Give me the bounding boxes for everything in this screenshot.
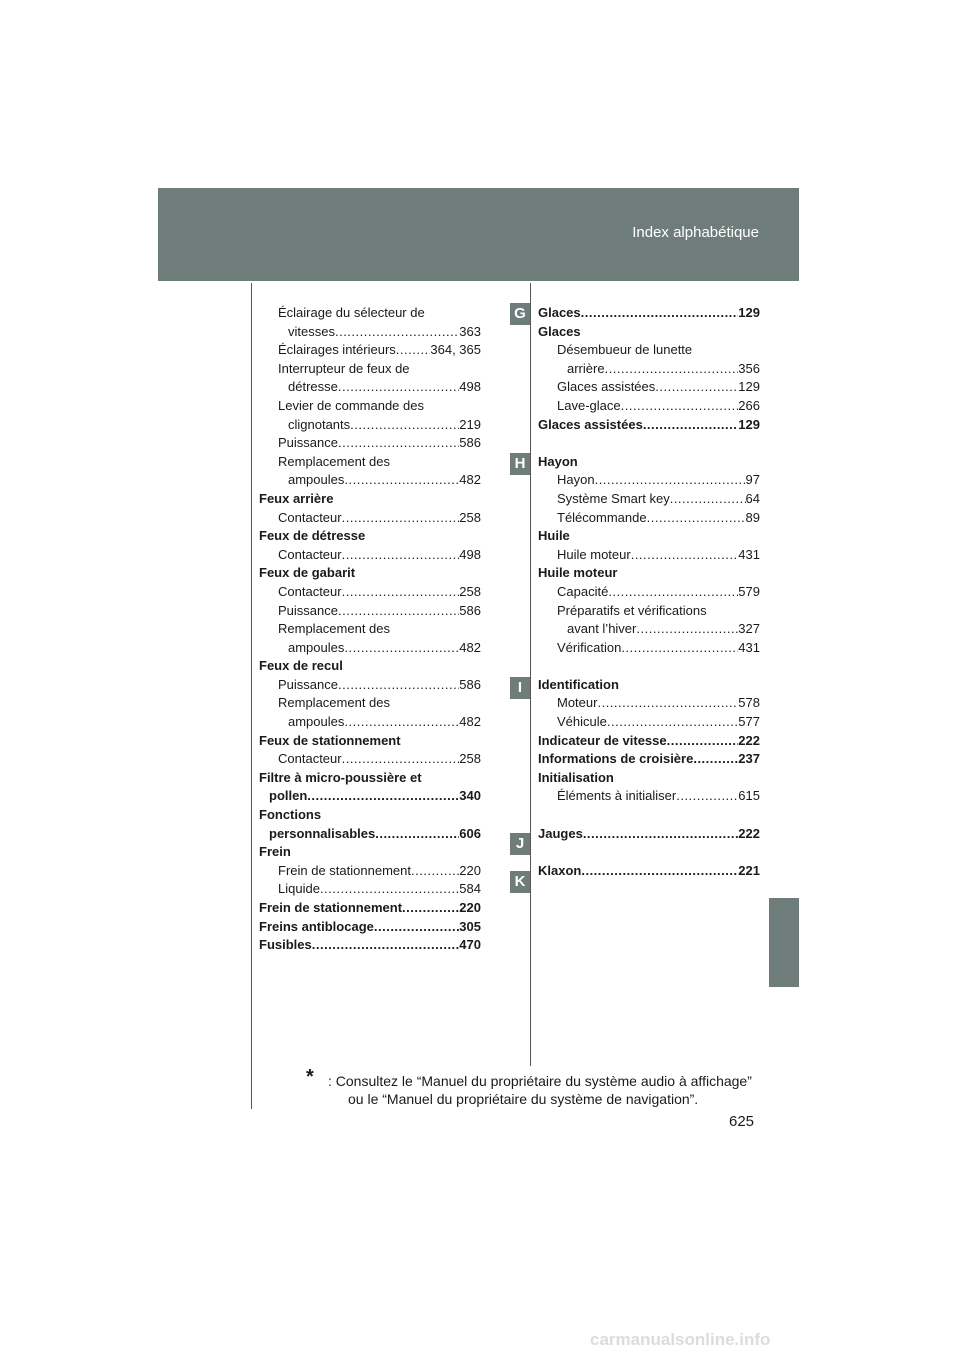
index-entry-label: Initialisation bbox=[538, 769, 614, 785]
index-gap bbox=[538, 843, 760, 862]
index-entry-page: 470 bbox=[459, 937, 481, 953]
index-entry bbox=[259, 304, 481, 323]
dot-leader bbox=[312, 936, 460, 955]
dot-leader bbox=[411, 862, 459, 881]
dot-leader bbox=[396, 341, 431, 360]
index-entry bbox=[259, 787, 481, 806]
index-entry-label: Frein de stationnement bbox=[259, 900, 403, 915]
index-entry-label: Glaces bbox=[538, 305, 581, 320]
dot-leader bbox=[374, 918, 459, 937]
watermark: carmanualsonline.info bbox=[590, 1330, 771, 1349]
index-column-right bbox=[538, 304, 760, 880]
index-entry bbox=[259, 657, 481, 676]
index-entry bbox=[259, 509, 481, 528]
index-entry bbox=[259, 694, 481, 713]
index-entry-label: Huile bbox=[538, 528, 570, 544]
index-entry bbox=[259, 750, 481, 769]
dot-leader bbox=[335, 323, 459, 342]
index-entry-label: Contacteur bbox=[278, 751, 342, 767]
index-entry bbox=[538, 639, 760, 658]
index-entry-page: 220 bbox=[459, 900, 481, 915]
footnote-line-1: : Consultez le “Manuel du propriétaire du système audio à affichage” bbox=[328, 1073, 752, 1089]
dot-leader bbox=[621, 639, 738, 658]
index-entry-label: Filtre à micro-poussière et bbox=[259, 769, 422, 785]
index-entry bbox=[259, 732, 481, 751]
index-entry-label: Fusibles bbox=[259, 937, 312, 953]
index-entry-label: Glaces bbox=[538, 323, 581, 339]
dot-leader bbox=[342, 750, 460, 769]
index-entry bbox=[259, 453, 481, 472]
index-entry-label: Éclairages intérieurs bbox=[278, 342, 396, 358]
page-number: 625 bbox=[729, 1113, 755, 1130]
dot-leader bbox=[597, 694, 738, 713]
index-entry-label: Remplacement des bbox=[278, 453, 390, 469]
index-entry-label: Indicateur de vitesse bbox=[538, 732, 667, 748]
index-entry-label: clignotants bbox=[288, 416, 351, 432]
index-entry-page: 578 bbox=[738, 695, 760, 711]
index-entry-label: Klaxon bbox=[538, 862, 582, 878]
dot-leader bbox=[344, 713, 459, 732]
index-entry bbox=[538, 453, 760, 472]
dot-leader bbox=[320, 880, 459, 899]
index-entry-label: ampoules bbox=[288, 639, 345, 655]
index-gap bbox=[538, 657, 760, 676]
dot-leader bbox=[607, 713, 738, 732]
index-entry-label: Vérification bbox=[557, 639, 622, 655]
index-entry-label: Identification bbox=[538, 676, 619, 692]
dot-leader bbox=[338, 378, 459, 397]
letter-badge-h: H bbox=[510, 453, 530, 475]
index-gap bbox=[538, 434, 760, 453]
index-entry-page: 584 bbox=[459, 881, 481, 897]
index-entry bbox=[259, 620, 481, 639]
index-entry bbox=[259, 360, 481, 379]
index-entry-label: Contacteur bbox=[278, 509, 342, 525]
index-entry-page: 97 bbox=[745, 472, 760, 488]
index-entry bbox=[259, 546, 481, 565]
index-entry-label: Feux de gabarit bbox=[259, 565, 356, 581]
index-entry-label: Feux arrière bbox=[259, 490, 334, 506]
dot-leader bbox=[595, 471, 746, 490]
index-entry-page: 606 bbox=[459, 825, 481, 841]
index-entry-page: 579 bbox=[738, 583, 760, 599]
index-gap bbox=[538, 806, 760, 825]
index-entry-label: Feux de stationnement bbox=[259, 732, 401, 748]
index-entry-page: 364, 365 bbox=[430, 342, 481, 358]
index-entry-page: 129 bbox=[738, 305, 760, 320]
index-entry-page: 222 bbox=[738, 825, 760, 841]
dot-leader bbox=[655, 378, 738, 397]
index-entry-label: Interrupteur de feux de bbox=[278, 360, 410, 376]
dot-leader bbox=[342, 509, 460, 528]
index-entry bbox=[538, 620, 760, 639]
dot-leader bbox=[344, 639, 459, 658]
index-entry-page: 327 bbox=[738, 621, 760, 637]
index-entry bbox=[538, 304, 760, 323]
index-entry-page: 221 bbox=[738, 862, 760, 878]
index-entry-label: Levier de commande des bbox=[278, 397, 424, 413]
index-entry-label: Désembueur de lunette bbox=[557, 342, 693, 358]
index-entry-label: Contacteur bbox=[278, 583, 342, 599]
index-entry-label: Feux de recul bbox=[259, 658, 343, 674]
index-entry bbox=[538, 825, 760, 844]
index-entry-label: Hayon bbox=[538, 453, 578, 469]
index-entry bbox=[259, 471, 481, 490]
index-entry-label: personnalisables bbox=[269, 825, 376, 841]
index-entry bbox=[259, 564, 481, 583]
index-entry-label: Télécommande bbox=[557, 509, 647, 525]
index-entry-page: 258 bbox=[459, 751, 481, 767]
index-entry bbox=[259, 825, 481, 844]
index-entry-page: 258 bbox=[459, 583, 481, 599]
index-entry-page: 586 bbox=[459, 435, 481, 451]
index-entry bbox=[538, 397, 760, 416]
index-entry-label: ampoules bbox=[288, 472, 345, 488]
index-entry-page: 577 bbox=[738, 714, 760, 730]
index-entry bbox=[259, 490, 481, 509]
index-entry-label: Feux de détresse bbox=[259, 528, 366, 544]
index-entry-label: Puissance bbox=[278, 602, 338, 618]
dot-leader bbox=[402, 899, 459, 918]
index-entry bbox=[538, 750, 760, 769]
section-thumb-tab bbox=[769, 898, 799, 987]
index-entry-page: 222 bbox=[738, 732, 760, 748]
index-entry-page: 220 bbox=[459, 862, 481, 878]
dot-leader bbox=[581, 862, 738, 881]
dot-leader bbox=[344, 471, 459, 490]
left-rule bbox=[251, 283, 252, 1109]
index-entry-page: 305 bbox=[459, 918, 481, 934]
index-entry bbox=[538, 341, 760, 360]
index-entry-label: Hayon bbox=[557, 472, 595, 488]
dot-leader bbox=[342, 546, 460, 565]
dot-leader bbox=[342, 583, 460, 602]
page-header-bar bbox=[158, 188, 799, 281]
index-entry bbox=[259, 713, 481, 732]
index-entry bbox=[259, 862, 481, 881]
dot-leader bbox=[338, 676, 459, 695]
column-divider bbox=[530, 283, 531, 1066]
index-entry-page: 237 bbox=[738, 751, 760, 767]
index-entry bbox=[538, 564, 760, 583]
letter-badge-g: G bbox=[510, 303, 530, 325]
index-entry bbox=[259, 936, 481, 955]
index-entry bbox=[259, 527, 481, 546]
index-entry bbox=[259, 583, 481, 602]
index-entry-label: Éclairage du sélecteur de bbox=[278, 305, 425, 320]
index-entry bbox=[538, 676, 760, 695]
dot-leader bbox=[667, 732, 739, 751]
dot-leader bbox=[605, 360, 739, 379]
index-entry-label: Huile moteur bbox=[538, 565, 618, 581]
index-entry-label: Fonctions bbox=[259, 807, 322, 823]
dot-leader bbox=[676, 787, 738, 806]
index-entry-label: Capacité bbox=[557, 583, 609, 599]
index-entry-label: Jauges bbox=[538, 825, 583, 841]
dot-leader bbox=[583, 825, 738, 844]
index-entry bbox=[259, 639, 481, 658]
index-entry bbox=[538, 732, 760, 751]
index-entry-page: 431 bbox=[738, 639, 760, 655]
index-entry-label: Contacteur bbox=[278, 546, 342, 562]
dot-leader bbox=[621, 397, 739, 416]
letter-badge-k: K bbox=[510, 871, 530, 893]
index-entry bbox=[538, 416, 760, 435]
index-entry bbox=[259, 341, 481, 360]
footnote-marker: * bbox=[306, 1066, 314, 1088]
index-entry-page: 64 bbox=[745, 490, 760, 506]
index-entry-page: 482 bbox=[459, 472, 481, 488]
index-entry-label: détresse bbox=[288, 379, 338, 395]
index-entry-page: 482 bbox=[459, 714, 481, 730]
index-entry bbox=[538, 527, 760, 546]
index-entry-label: Glaces assistées bbox=[557, 379, 656, 395]
index-entry bbox=[259, 880, 481, 899]
dot-leader bbox=[307, 787, 459, 806]
index-entry-page: 340 bbox=[459, 788, 481, 804]
index-entry-label: avant l’hiver bbox=[567, 621, 637, 637]
index-entry bbox=[538, 583, 760, 602]
index-entry-label: ampoules bbox=[288, 714, 345, 730]
section-title: Index alphabétique bbox=[632, 224, 759, 241]
dot-leader bbox=[670, 490, 746, 509]
index-entry bbox=[538, 862, 760, 881]
index-entry bbox=[538, 694, 760, 713]
index-entry-label: Éléments à initialiser bbox=[557, 788, 677, 804]
dot-leader bbox=[375, 825, 459, 844]
index-entry-label: Frein de stationnement bbox=[278, 862, 411, 878]
index-entry bbox=[538, 787, 760, 806]
index-entry bbox=[538, 490, 760, 509]
index-entry-page: 482 bbox=[459, 639, 481, 655]
index-entry-label: Huile moteur bbox=[557, 546, 631, 562]
index-entry bbox=[259, 323, 481, 342]
letter-badge-i: I bbox=[510, 677, 530, 699]
index-entry-label: Remplacement des bbox=[278, 695, 390, 711]
dot-leader bbox=[693, 750, 738, 769]
index-entry bbox=[259, 434, 481, 453]
index-entry-page: 615 bbox=[738, 788, 760, 804]
index-entry-label: Puissance bbox=[278, 676, 338, 692]
index-entry-page: 129 bbox=[738, 379, 760, 395]
index-column-left bbox=[259, 304, 481, 955]
index-entry-label: arrière bbox=[567, 360, 605, 376]
index-entry-label: Glaces assistées bbox=[538, 416, 643, 432]
index-entry-label: Informations de croisière bbox=[538, 751, 694, 767]
index-entry-page: 498 bbox=[459, 546, 481, 562]
index-entry-label: Véhicule bbox=[557, 714, 607, 730]
index-entry-page: 266 bbox=[738, 397, 760, 413]
dot-leader bbox=[338, 602, 459, 621]
dot-leader bbox=[636, 620, 738, 639]
index-entry-page: 356 bbox=[738, 360, 760, 376]
index-entry bbox=[259, 397, 481, 416]
index-entry-page: 219 bbox=[459, 416, 481, 432]
index-entry-page: 89 bbox=[745, 509, 760, 525]
index-entry bbox=[259, 602, 481, 621]
dot-leader bbox=[631, 546, 739, 565]
index-entry bbox=[259, 843, 481, 862]
index-entry bbox=[538, 509, 760, 528]
dot-leader bbox=[338, 434, 459, 453]
index-entry bbox=[538, 360, 760, 379]
index-entry bbox=[259, 416, 481, 435]
index-entry bbox=[259, 769, 481, 788]
dot-leader bbox=[647, 509, 746, 528]
dot-leader bbox=[608, 583, 738, 602]
dot-leader bbox=[350, 416, 459, 435]
index-entry bbox=[538, 471, 760, 490]
index-entry bbox=[538, 546, 760, 565]
index-entry bbox=[538, 769, 760, 788]
index-entry-label: Moteur bbox=[557, 695, 598, 711]
index-entry-label: Frein bbox=[259, 844, 291, 860]
index-entry-label: Préparatifs et vérifications bbox=[557, 602, 707, 618]
index-entry bbox=[538, 602, 760, 621]
index-entry bbox=[259, 378, 481, 397]
index-entry-page: 129 bbox=[738, 416, 760, 432]
index-entry bbox=[259, 918, 481, 937]
index-entry-page: 586 bbox=[459, 676, 481, 692]
index-entry bbox=[259, 806, 481, 825]
index-entry-label: Puissance bbox=[278, 435, 338, 451]
index-entry bbox=[538, 378, 760, 397]
index-entry-label: Système Smart key bbox=[557, 490, 670, 506]
index-entry-label: Remplacement des bbox=[278, 621, 390, 637]
index-entry-page: 258 bbox=[459, 509, 481, 525]
dot-leader bbox=[581, 304, 739, 323]
index-entry-label: Lave-glace bbox=[557, 397, 621, 413]
letter-badge-j: J bbox=[510, 833, 530, 855]
footnote-line-2: ou le “Manuel du propriétaire du système de navigation”. bbox=[348, 1091, 699, 1107]
index-entry bbox=[538, 713, 760, 732]
dot-leader bbox=[643, 416, 738, 435]
index-entry-page: 363 bbox=[459, 323, 481, 339]
index-entry-page: 431 bbox=[738, 546, 760, 562]
index-entry bbox=[259, 899, 481, 918]
index-entry-label: vitesses bbox=[288, 323, 335, 339]
index-entry-label: Liquide bbox=[278, 881, 320, 897]
index-entry bbox=[538, 323, 760, 342]
index-entry-page: 498 bbox=[459, 379, 481, 395]
index-entry-label: Freins antiblocage bbox=[259, 918, 374, 934]
index-entry bbox=[259, 676, 481, 695]
index-entry-label: pollen bbox=[269, 788, 308, 804]
index-entry-page: 586 bbox=[459, 602, 481, 618]
